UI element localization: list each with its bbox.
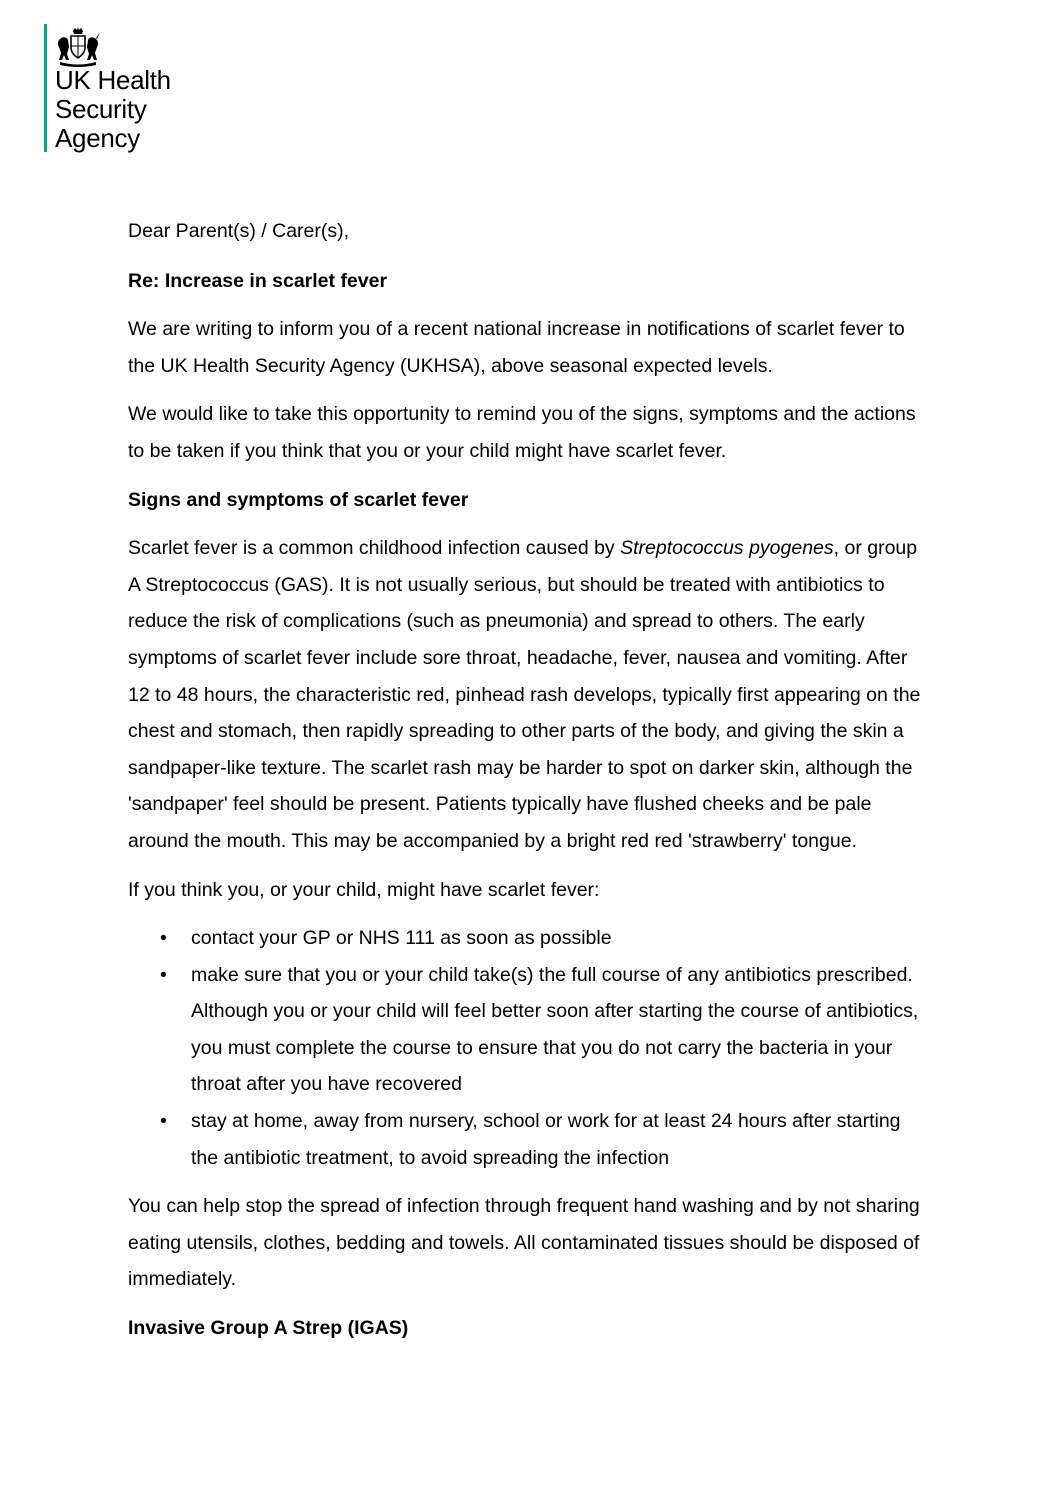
greeting: Dear Parent(s) / Carer(s), (128, 220, 350, 242)
action-list (128, 920, 928, 1176)
list-item-text: contact your GP or NHS 111 as soon as possible (191, 927, 612, 950)
bacteria-name: Streptococcus pyogenes (620, 537, 834, 560)
intro-paragraph-2: We would like to take this opportunity to remind you of the signs, symptoms and the actions to be taken if you think that you or your child might have scarlet fever. (128, 403, 916, 462)
list-item-text: make sure that you or your child take(s) the full course of any antibiotics prescribed. Although you or your child will feel better soon after starting the course of antibiotics, you must complete the course to ensure that you do not carry the bacteria in your throat after you have recovered (191, 963, 919, 1096)
subject-heading: Re: Increase in scarlet fever (128, 269, 388, 292)
signs-heading: Signs and symptoms of scarlet fever (128, 488, 469, 511)
bullet-icon: • (160, 1110, 167, 1133)
list-item (128, 957, 928, 1103)
org-name-line-1: UK Health (55, 65, 171, 95)
signs-text-start: Scarlet fever is a common childhood infection caused by (128, 537, 621, 560)
royal-crest-icon (54, 27, 102, 67)
hygiene-paragraph: You can help stop the spread of infection through frequent hand washing and by not sharing eating utensils, clothes, bedding and towels. All contaminated tissues should be disposed of immediately. (128, 1195, 920, 1291)
org-name-line-3: Agency (55, 123, 140, 153)
igas-heading: Invasive Group A Strep (IGAS) (128, 1317, 409, 1340)
signs-paragraph (128, 530, 928, 859)
list-item (128, 1103, 928, 1176)
if-you-think-paragraph: If you think you, or your child, might have scarlet fever: (128, 878, 600, 901)
list-item-text: stay at home, away from nursery, school or work for at least 24 hours after starting the antibiotic treatment, to avoid spreading the infection (191, 1110, 901, 1169)
intro-paragraph-1: We are writing to inform you of a recent national increase in notifications of scarlet fever to the UK Health Security Agency (UKHSA), above seasonal expected levels. (128, 318, 905, 377)
signs-text-rest: , or group A Streptococcus (GAS). It is not usually serious, but should be treated with antibiotics to reduce the risk of complications (such as pneumonia) and spread to others. The early symptoms of scarlet fever include sore throat, headache, fever, nausea and vomiting. After 12 to 48 hours, the characteristic red, pinhead rash develops, typically first appearing on the chest and stomach, then rapidly spreading to other parts of the body, and giving the skin a sandpaper-like texture. The scarlet rash may be harder to spot on darker skin, although the 'sandpaper' feel should be present. Patients typically have flushed cheeks and be pale around the mouth. This may be accompanied by a bright red red 'strawberry' tongue. (128, 537, 921, 852)
letter-body (128, 213, 928, 1359)
org-name-line-2: Security (55, 94, 147, 124)
logo-accent-bar (44, 24, 47, 152)
list-item (128, 920, 928, 957)
bullet-icon: • (160, 927, 167, 950)
bullet-icon: • (160, 963, 167, 986)
org-name (55, 66, 171, 153)
